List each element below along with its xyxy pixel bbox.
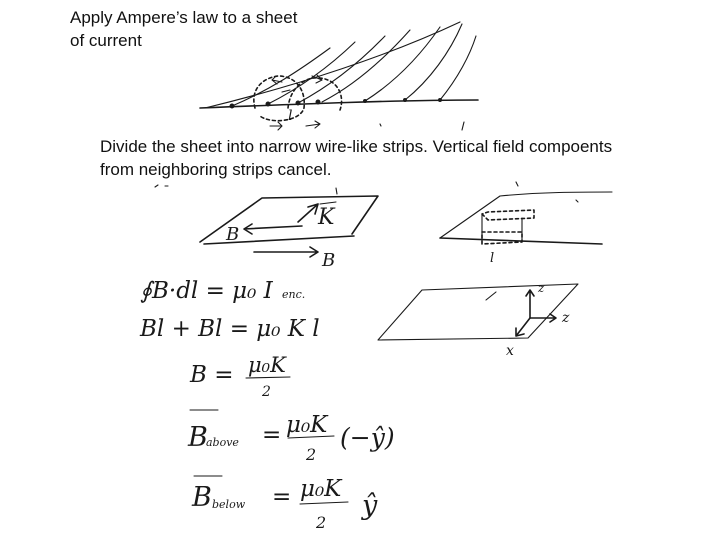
- b-field-left-label: B: [226, 224, 240, 245]
- loop-length-label: l: [490, 251, 495, 266]
- b-field-right-label: B: [322, 250, 336, 271]
- field-above-denominator: 2: [306, 445, 317, 464]
- field-above-lhs: B: [188, 422, 208, 453]
- field-below-lhs: B: [192, 482, 212, 513]
- slide-title: Apply Ampere’s law to a sheet of current: [70, 8, 298, 50]
- field-below-numerator: μ₀K: [300, 476, 342, 502]
- field-magnitude-lhs: B =: [190, 362, 234, 388]
- field-below-subscript: below: [212, 498, 246, 511]
- ampere-law-enclosed-subscript: enc.: [282, 288, 306, 301]
- field-above-numerator: μ₀K: [286, 412, 328, 438]
- field-above-subscript: above: [206, 436, 239, 449]
- sheet-with-k-and-b-drawing: [155, 185, 378, 271]
- field-below-equals: =: [272, 484, 292, 510]
- axis-x-label: x: [506, 343, 514, 359]
- strip-length-label: l: [288, 108, 293, 124]
- slide-caption: Divide the sheet into narrow wire-like strips. Vertical field compoents from neighboring strips cancel.: [100, 137, 613, 179]
- field-below-direction: ŷ: [362, 490, 378, 521]
- field-above-equals: =: [262, 422, 282, 448]
- field-magnitude-numerator: μ₀K: [248, 353, 286, 377]
- field-below-denominator: 2: [316, 513, 327, 532]
- sheet-with-amperian-loop-drawing: [440, 182, 612, 266]
- axis-z-label-right: z: [562, 310, 570, 326]
- k-vector-label: K: [318, 205, 335, 230]
- loop-balance-equation: Bl + Bl = μ₀ K l: [140, 316, 320, 342]
- field-magnitude-denominator: 2: [262, 384, 271, 400]
- current-sheet-drawing: [200, 22, 478, 130]
- handwritten-equations: [139, 278, 395, 532]
- ampere-law-equation: ∮B·dl = μ₀ I: [140, 278, 273, 304]
- field-above-direction: (−ŷ): [340, 423, 395, 452]
- plane-with-axes-drawing: [378, 281, 578, 359]
- axis-z-label-top: z: [538, 281, 545, 295]
